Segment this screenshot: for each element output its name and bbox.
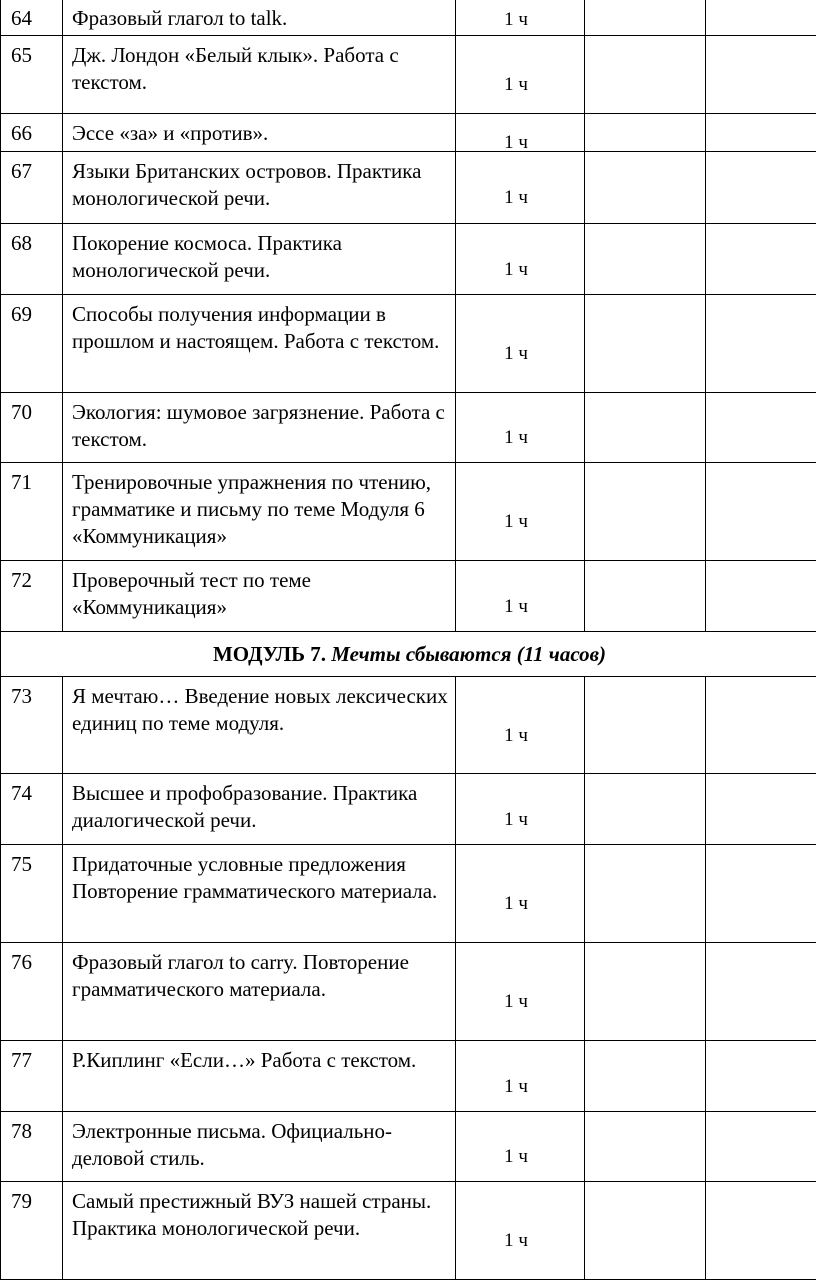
empty-cell xyxy=(585,295,706,393)
hours-value: 1 ч xyxy=(504,343,528,364)
lesson-topic: Покорение космоса. Практика монологической речи. xyxy=(63,224,456,295)
empty-cell xyxy=(706,295,816,393)
table-row xyxy=(1,463,816,561)
lesson-hours xyxy=(456,1041,585,1112)
lesson-hours xyxy=(456,1112,585,1182)
empty-cell xyxy=(706,774,816,845)
lesson-topic: Дж. Лондон «Белый клык». Работа с текстом. xyxy=(63,36,456,114)
empty-cell xyxy=(585,1041,706,1112)
table-row xyxy=(1,1112,816,1182)
empty-cell xyxy=(706,36,816,114)
table-row xyxy=(1,845,816,943)
lesson-number: 72 xyxy=(1,561,63,632)
lesson-number: 67 xyxy=(1,152,63,224)
empty-cell xyxy=(706,224,816,295)
table-row xyxy=(1,0,816,36)
hours-value: 1 ч xyxy=(504,1146,528,1167)
lesson-number: 68 xyxy=(1,224,63,295)
empty-cell xyxy=(585,0,706,36)
hours-value: 1 ч xyxy=(504,991,528,1012)
hours-value: 1 ч xyxy=(504,893,528,914)
lesson-hours xyxy=(456,677,585,774)
empty-cell xyxy=(585,224,706,295)
hours-value: 1 ч xyxy=(504,132,528,153)
lesson-hours xyxy=(456,463,585,561)
table-row xyxy=(1,295,816,393)
empty-cell xyxy=(706,152,816,224)
hours-value: 1 ч xyxy=(504,511,528,532)
empty-cell xyxy=(706,943,816,1041)
lesson-hours xyxy=(456,393,585,463)
empty-cell xyxy=(585,152,706,224)
empty-cell xyxy=(585,463,706,561)
lesson-topic: Высшее и профобразование. Практика диалогической речи. xyxy=(63,774,456,845)
lesson-topic: Электронные письма. Официально-деловой стиль. xyxy=(63,1112,456,1182)
lesson-number: 79 xyxy=(1,1182,63,1280)
empty-cell xyxy=(706,463,816,561)
lesson-topic: Самый престижный ВУЗ нашей страны. Практика монологической речи. xyxy=(63,1182,456,1280)
empty-cell xyxy=(706,114,816,152)
table-row xyxy=(1,774,816,845)
empty-cell xyxy=(585,36,706,114)
lesson-number: 66 xyxy=(1,114,63,152)
lesson-topic: Придаточные условные предложения Повторение грамматического материала. xyxy=(63,845,456,943)
module-label: МОДУЛЬ 7. xyxy=(212,641,326,666)
hours-value: 1 ч xyxy=(504,724,528,746)
empty-cell xyxy=(585,114,706,152)
lesson-hours xyxy=(456,152,585,224)
lesson-topic: Фразовый глагол to carry. Повторение грамматического материала. xyxy=(63,943,456,1041)
table-row xyxy=(1,1041,816,1112)
empty-cell xyxy=(585,677,706,774)
lesson-number: 73 xyxy=(1,677,63,774)
empty-cell xyxy=(706,561,816,632)
table-row xyxy=(1,36,816,114)
table-row xyxy=(1,393,816,463)
lesson-hours xyxy=(456,943,585,1041)
lesson-hours xyxy=(456,845,585,943)
empty-cell xyxy=(706,0,816,36)
empty-cell xyxy=(585,393,706,463)
table-row xyxy=(1,943,816,1041)
lesson-topic: Проверочный тест по теме «Коммуникация» xyxy=(63,561,456,632)
lesson-hours xyxy=(456,224,585,295)
hours-value: 1 ч xyxy=(504,8,528,30)
lesson-topic: Языки Британских островов. Практика монологической речи. xyxy=(63,152,456,224)
table-row xyxy=(1,561,816,632)
lesson-hours xyxy=(456,561,585,632)
empty-cell xyxy=(585,1182,706,1280)
lesson-topic: Способы получения информации в прошлом и настоящем. Работа с текстом. xyxy=(63,295,456,393)
lesson-topic: Р.Киплинг «Если…» Работа с текстом. xyxy=(63,1041,456,1112)
lesson-number: 77 xyxy=(1,1041,63,1112)
hours-value: 1 ч xyxy=(504,427,528,448)
hours-value: 1 ч xyxy=(504,258,528,280)
empty-cell xyxy=(585,561,706,632)
empty-cell xyxy=(585,845,706,943)
lesson-number: 65 xyxy=(1,36,63,114)
module-header-row xyxy=(1,632,816,677)
hours-value: 1 ч xyxy=(504,74,528,95)
hours-value: 1 ч xyxy=(504,808,528,830)
empty-cell xyxy=(706,1041,816,1112)
lesson-number: 69 xyxy=(1,295,63,393)
hours-value: 1 ч xyxy=(504,1230,528,1251)
lesson-topic: Я мечтаю… Введение новых лексических единиц по теме модуля. xyxy=(63,677,456,774)
table-row xyxy=(1,224,816,295)
hours-value: 1 ч xyxy=(504,187,528,208)
lesson-number: 71 xyxy=(1,463,63,561)
lesson-hours xyxy=(456,114,585,152)
lesson-topic: Экология: шумовое загрязнение. Работа с текстом. xyxy=(63,393,456,463)
lesson-number: 70 xyxy=(1,393,63,463)
lesson-hours xyxy=(456,0,585,36)
lesson-topic: Фразовый глагол to talk. xyxy=(63,0,456,36)
lesson-number: 64 xyxy=(1,0,63,36)
empty-cell xyxy=(585,774,706,845)
lesson-hours xyxy=(456,36,585,114)
empty-cell xyxy=(585,943,706,1041)
lesson-hours xyxy=(456,295,585,393)
lesson-number: 78 xyxy=(1,1112,63,1182)
lesson-topic: Тренировочные упражнения по чтению, грамматике и письму по теме Модуля 6 «Коммуникация» xyxy=(63,463,456,561)
lesson-hours xyxy=(456,1182,585,1280)
empty-cell xyxy=(706,1182,816,1280)
module-title: Мечты сбываются (11 часов) xyxy=(331,641,606,666)
empty-cell xyxy=(706,845,816,943)
hours-value: 1 ч xyxy=(504,595,528,617)
lesson-number: 76 xyxy=(1,943,63,1041)
empty-cell xyxy=(706,677,816,774)
lesson-number: 75 xyxy=(1,845,63,943)
empty-cell xyxy=(706,1112,816,1182)
lesson-topic: Эссе «за» и «против». xyxy=(63,114,456,152)
lesson-hours xyxy=(456,774,585,845)
table-row xyxy=(1,677,816,774)
hours-value: 1 ч xyxy=(504,1075,528,1097)
lesson-number: 74 xyxy=(1,774,63,845)
empty-cell xyxy=(706,393,816,463)
table-row xyxy=(1,1182,816,1280)
table-row xyxy=(1,114,816,152)
empty-cell xyxy=(585,1112,706,1182)
module-header xyxy=(1,632,816,677)
table-row xyxy=(1,152,816,224)
